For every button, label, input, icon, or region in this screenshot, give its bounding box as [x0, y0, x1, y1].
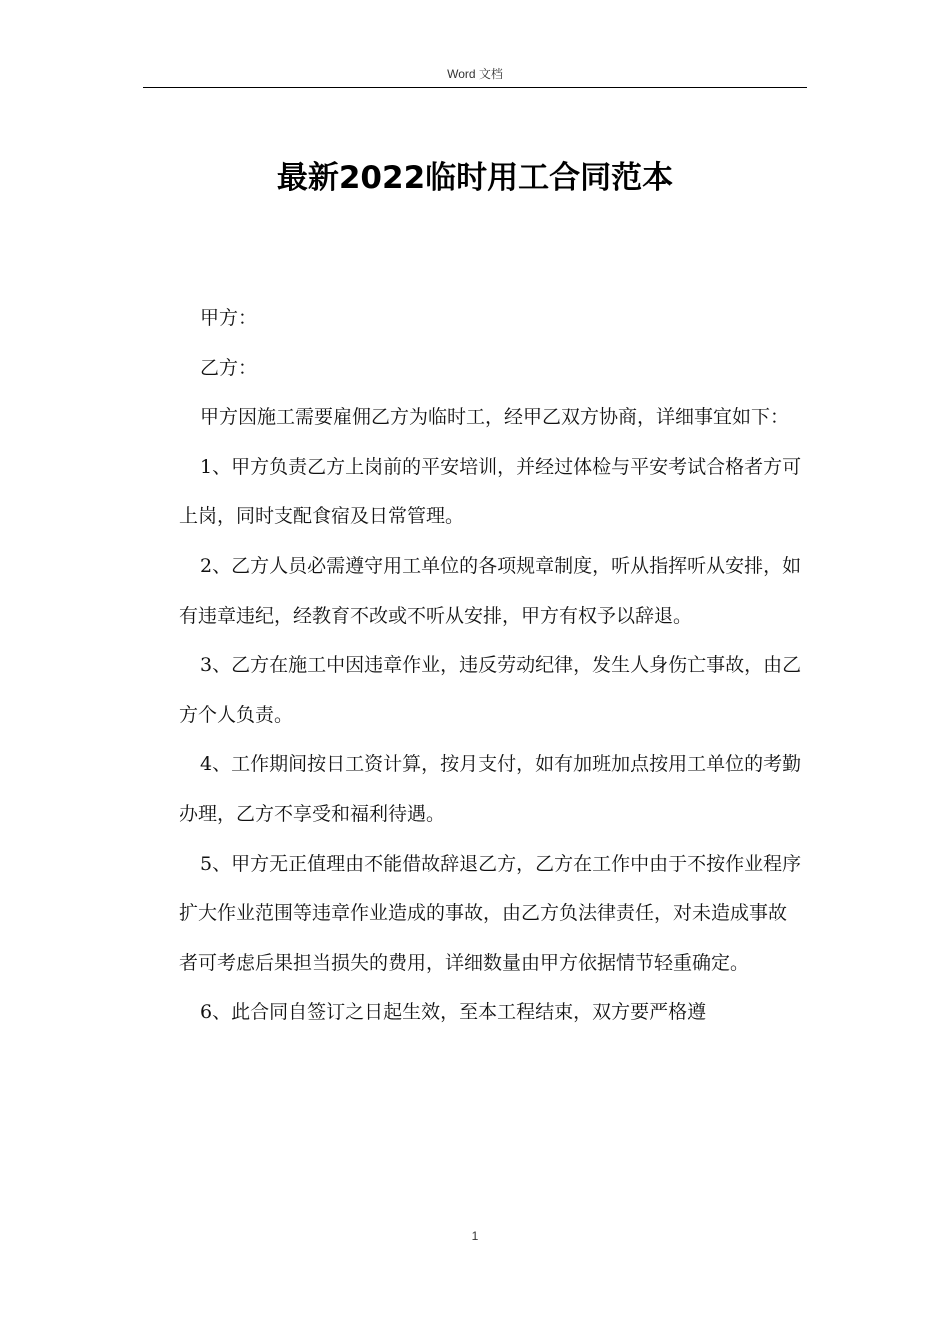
page-number: 1	[471, 1229, 479, 1243]
clause-2: 2、乙方人员必需遵守用工单位的各项规章制度，听从指挥听从安排，如有违章违纪，经教育不改或不听从安排，甲方有权予以辞退。	[179, 554, 802, 627]
header-divider	[143, 87, 807, 88]
clause-4: 4、工作期间按日工资计算，按月支付，如有加班加点按用工单位的考勤办理，乙方不享受和福利待遇。	[179, 753, 802, 825]
clause-5: 5、甲方无正值理由不能借故辞退乙方，乙方在工作中由于不按作业程序扩大作业范围等违章作业造成的事故，由乙方负法律责任，对未造成事故者可考虑后果担当损失的费用，详细数量由甲方依据情节轻重确定。	[179, 852, 802, 974]
intro-paragraph: 甲方因施工需要雇佣乙方为临时工，经甲乙双方协商，详细事宜如下：	[200, 406, 790, 429]
page-header: Word 文档	[447, 67, 503, 81]
document-title: 最新2022临时用工合同范本	[276, 160, 674, 196]
clause-3: 3、乙方在施工中因违章作业，违反劳动纪律，发生人身伤亡事故，由乙方个人负责。	[179, 654, 802, 726]
document-body	[179, 294, 805, 1038]
clause-6: 6、此合同自签订之日起生效，至本工程结束，双方要严格遵	[200, 1001, 707, 1024]
clause-1: 1、甲方负责乙方上岗前的平安培训，并经过体检与平安考试合格者方可上岗，同时支配食宿及日常管理。	[179, 455, 802, 528]
party-b-line: 乙方：	[200, 356, 258, 379]
party-a-line: 甲方：	[200, 307, 258, 329]
